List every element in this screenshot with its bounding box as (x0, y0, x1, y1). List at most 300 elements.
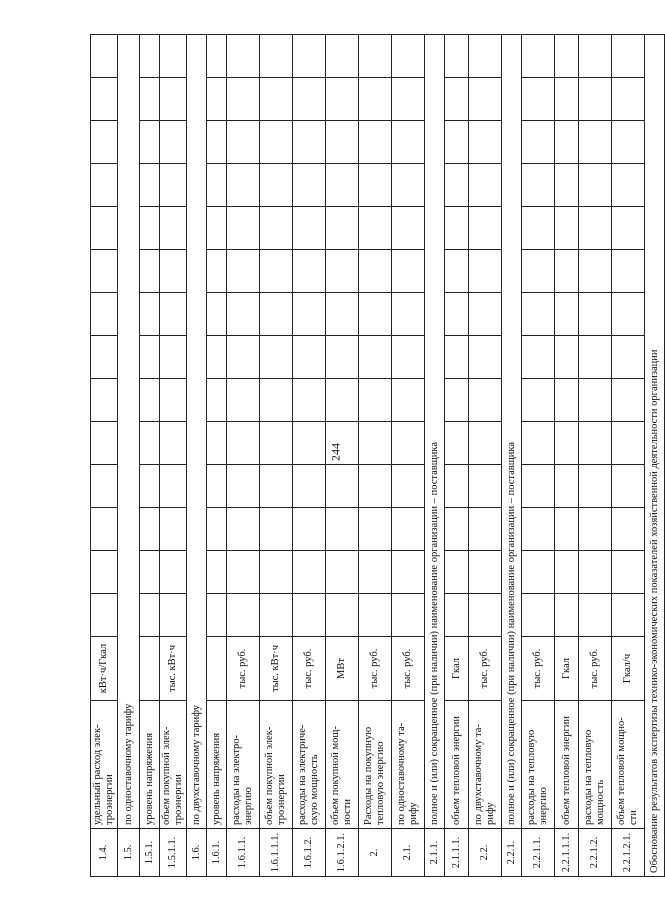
value-cell (579, 121, 612, 164)
value-cell (392, 78, 425, 121)
value-cell (207, 336, 227, 379)
value-cell (392, 207, 425, 250)
value-cell (260, 508, 293, 551)
value-cell (293, 78, 326, 121)
value-cell (140, 465, 160, 508)
value-cell (522, 336, 555, 379)
table-row (227, 35, 260, 877)
value-cell (140, 594, 160, 637)
value-cell (260, 594, 293, 637)
rotated-table-container (90, 59, 660, 877)
value-cell (227, 508, 260, 551)
value-cell (392, 465, 425, 508)
indicator-name: расходы на электро- энергию (227, 701, 260, 829)
value-cell (227, 207, 260, 250)
value-cell (612, 465, 645, 508)
value-cell (140, 207, 160, 250)
value-cell (359, 508, 392, 551)
value-cell (612, 594, 645, 637)
value-cell (612, 379, 645, 422)
value-cell (469, 121, 502, 164)
value-cell (445, 422, 469, 465)
value-cell (522, 508, 555, 551)
value-cell (91, 78, 118, 121)
value-cell (160, 207, 187, 250)
value-cell (207, 422, 227, 465)
indicator-name: объем тепловой энергии (555, 701, 579, 829)
value-cell (392, 336, 425, 379)
value-cell (612, 551, 645, 594)
value-cell (293, 250, 326, 293)
value-cell (293, 594, 326, 637)
value-cell (612, 35, 645, 78)
unit-of-measure: МВт (326, 637, 359, 701)
page-number: 244 (328, 443, 343, 461)
value-cell (91, 465, 118, 508)
value-cell (392, 121, 425, 164)
value-cell (579, 78, 612, 121)
value-cell (445, 207, 469, 250)
full-width-row-text: Обоснование результатов экспертизы технико-экономических показателей хозяйственной деятельности организации (645, 35, 665, 877)
value-cell (555, 121, 579, 164)
value-cell (227, 551, 260, 594)
value-cell (555, 422, 579, 465)
value-cell (207, 207, 227, 250)
value-cell (522, 121, 555, 164)
table-row (118, 35, 140, 877)
unit-of-measure: тыс. руб. (359, 637, 392, 701)
value-cell (326, 379, 359, 422)
value-cell (522, 551, 555, 594)
value-cell (469, 465, 502, 508)
value-cell (260, 250, 293, 293)
value-cell (140, 121, 160, 164)
value-cell (140, 293, 160, 336)
value-cell (392, 250, 425, 293)
value-cell (293, 336, 326, 379)
value-cell (359, 551, 392, 594)
value-cell (522, 250, 555, 293)
value-cell (359, 422, 392, 465)
value-cell (160, 379, 187, 422)
value-cell (469, 78, 502, 121)
value-cell (612, 250, 645, 293)
section-heading: полное и (или) сокращенное (при наличии) наименование организации – поставщика (502, 35, 522, 829)
value-cell (160, 164, 187, 207)
value-cell (260, 207, 293, 250)
table-row (645, 35, 665, 877)
value-cell (160, 250, 187, 293)
value-cell (140, 164, 160, 207)
unit-of-measure: тыс. кВт·ч (260, 637, 293, 701)
table-row (522, 35, 555, 877)
table-row (91, 35, 118, 877)
table-row (502, 35, 522, 877)
unit-of-measure: тыс. руб. (579, 637, 612, 701)
value-cell (91, 35, 118, 78)
indicator-name: уровень напряжения (140, 701, 160, 829)
value-cell (260, 35, 293, 78)
value-cell (555, 293, 579, 336)
table-row (207, 35, 227, 877)
value-cell (91, 207, 118, 250)
value-cell (445, 250, 469, 293)
value-cell (160, 551, 187, 594)
value-cell (522, 594, 555, 637)
value-cell (522, 422, 555, 465)
unit-of-measure: тыс. руб. (293, 637, 326, 701)
value-cell (612, 422, 645, 465)
indicator-name: объем покупной элек- троэнергии (160, 701, 187, 829)
row-number: 1.4. (91, 829, 118, 877)
value-cell (359, 164, 392, 207)
indicator-name: по одноставочному та- рифу (392, 701, 425, 829)
table-row (445, 35, 469, 877)
value-cell (227, 293, 260, 336)
indicator-name: удельный расход элек- троэнергии (91, 701, 118, 829)
value-cell (359, 35, 392, 78)
value-cell (293, 422, 326, 465)
value-cell (392, 379, 425, 422)
value-cell (555, 336, 579, 379)
value-cell (445, 465, 469, 508)
table-row (160, 35, 187, 877)
value-cell (469, 207, 502, 250)
value-cell (469, 164, 502, 207)
table-row (326, 35, 359, 877)
indicator-name: объем покупной мощ- ности (326, 701, 359, 829)
value-cell (579, 551, 612, 594)
value-cell (326, 551, 359, 594)
indicator-name: объем тепловой энергии (445, 701, 469, 829)
table-row (187, 35, 207, 877)
value-cell (612, 508, 645, 551)
value-cell (227, 35, 260, 78)
value-cell (227, 336, 260, 379)
value-cell (140, 508, 160, 551)
table-row (555, 35, 579, 877)
value-cell (160, 508, 187, 551)
value-cell (359, 78, 392, 121)
row-number: 1.6.1.1. (227, 829, 260, 877)
value-cell (555, 379, 579, 422)
value-cell (160, 121, 187, 164)
row-number: 2.2.1.2.1. (612, 829, 645, 877)
value-cell (207, 379, 227, 422)
value-cell (469, 508, 502, 551)
unit-of-measure: Гкал (445, 637, 469, 701)
row-number: 1.6.1.1.1. (260, 829, 293, 877)
value-cell (555, 207, 579, 250)
unit-of-measure (207, 637, 227, 701)
value-cell (326, 293, 359, 336)
value-cell (359, 379, 392, 422)
value-cell (207, 121, 227, 164)
value-cell (207, 594, 227, 637)
value-cell (392, 293, 425, 336)
value-cell (260, 293, 293, 336)
value-cell (392, 551, 425, 594)
indicator-name: расходы на электриче- скую мощность (293, 701, 326, 829)
value-cell (227, 250, 260, 293)
value-cell (359, 465, 392, 508)
value-cell (392, 594, 425, 637)
value-cell (445, 379, 469, 422)
value-cell (207, 35, 227, 78)
value-cell (260, 78, 293, 121)
value-cell (469, 250, 502, 293)
indicator-name: расходы на тепловую мощность (579, 701, 612, 829)
value-cell (579, 379, 612, 422)
value-cell (445, 594, 469, 637)
unit-of-measure: кВт·ч/Гкал (91, 637, 118, 701)
section-heading: по одноставочному тарифу (118, 35, 140, 829)
value-cell (326, 164, 359, 207)
value-cell (579, 336, 612, 379)
indicator-name: объем тепловой мощно- сти (612, 701, 645, 829)
value-cell (612, 293, 645, 336)
value-cell (91, 551, 118, 594)
table-row (140, 35, 160, 877)
value-cell (445, 78, 469, 121)
value-cell (445, 551, 469, 594)
value-cell (522, 465, 555, 508)
table-row (359, 35, 392, 877)
value-cell (260, 164, 293, 207)
value-cell (445, 35, 469, 78)
value-cell (227, 422, 260, 465)
table-row (392, 35, 425, 877)
value-cell (612, 78, 645, 121)
value-cell (326, 422, 359, 465)
value-cell (260, 121, 293, 164)
value-cell (555, 78, 579, 121)
value-cell (392, 422, 425, 465)
value-cell (260, 379, 293, 422)
value-cell (207, 508, 227, 551)
value-cell (579, 594, 612, 637)
value-cell (227, 164, 260, 207)
row-number: 1.5. (118, 829, 140, 877)
value-cell (522, 379, 555, 422)
value-cell (160, 422, 187, 465)
value-cell (91, 121, 118, 164)
value-cell (555, 164, 579, 207)
value-cell (326, 594, 359, 637)
value-cell (260, 422, 293, 465)
value-cell (359, 250, 392, 293)
value-cell (445, 508, 469, 551)
value-cell (612, 336, 645, 379)
indicators-table (90, 34, 665, 877)
value-cell (91, 508, 118, 551)
value-cell (579, 422, 612, 465)
value-cell (227, 594, 260, 637)
value-cell (555, 508, 579, 551)
value-cell (445, 164, 469, 207)
value-cell (140, 78, 160, 121)
unit-of-measure: тыс. руб. (522, 637, 555, 701)
row-number: 1.6. (187, 829, 207, 877)
value-cell (91, 164, 118, 207)
value-cell (469, 293, 502, 336)
value-cell (469, 551, 502, 594)
value-cell (445, 293, 469, 336)
value-cell (140, 379, 160, 422)
value-cell (392, 164, 425, 207)
value-cell (260, 465, 293, 508)
row-number: 1.5.1.1. (160, 829, 187, 877)
indicator-name: по двухставочному та- рифу (469, 701, 502, 829)
row-number: 1.6.1.2. (293, 829, 326, 877)
indicator-name: объем покупной элек- троэнергии (260, 701, 293, 829)
value-cell (359, 594, 392, 637)
value-cell (469, 422, 502, 465)
value-cell (91, 422, 118, 465)
value-cell (293, 35, 326, 78)
value-cell (227, 465, 260, 508)
unit-of-measure: Гкал (555, 637, 579, 701)
value-cell (522, 207, 555, 250)
unit-of-measure: тыс. руб. (469, 637, 502, 701)
value-cell (160, 293, 187, 336)
value-cell (91, 594, 118, 637)
section-heading: по двухставочному тарифу (187, 35, 207, 829)
section-heading: полное и (или) сокращенное (при наличии) наименование организации – поставщика (425, 35, 445, 829)
table-row (612, 35, 645, 877)
value-cell (160, 594, 187, 637)
value-cell (293, 508, 326, 551)
value-cell (326, 121, 359, 164)
value-cell (160, 78, 187, 121)
value-cell (392, 35, 425, 78)
value-cell (579, 508, 612, 551)
value-cell (91, 293, 118, 336)
table-row (469, 35, 502, 877)
table-row (293, 35, 326, 877)
value-cell (555, 465, 579, 508)
value-cell (359, 207, 392, 250)
value-cell (91, 250, 118, 293)
row-number: 1.6.1.2.1. (326, 829, 359, 877)
value-cell (579, 250, 612, 293)
row-number: 1.6.1. (207, 829, 227, 877)
value-cell (140, 422, 160, 465)
unit-of-measure (140, 637, 160, 701)
unit-of-measure: тыс. кВт·ч (160, 637, 187, 701)
value-cell (140, 35, 160, 78)
value-cell (326, 465, 359, 508)
row-number: 2.2.1.1. (522, 829, 555, 877)
row-number: 2.2. (469, 829, 502, 877)
value-cell (91, 379, 118, 422)
row-number: 2.1.1.1. (445, 829, 469, 877)
value-cell (140, 551, 160, 594)
value-cell (579, 465, 612, 508)
value-cell (326, 250, 359, 293)
value-cell (227, 78, 260, 121)
value-cell (579, 164, 612, 207)
table-row (425, 35, 445, 877)
value-cell (91, 336, 118, 379)
value-cell (469, 594, 502, 637)
unit-of-measure: тыс. руб. (392, 637, 425, 701)
value-cell (469, 379, 502, 422)
value-cell (293, 293, 326, 336)
table-row (579, 35, 612, 877)
value-cell (326, 35, 359, 78)
indicator-name: расходы на тепловую энергию (522, 701, 555, 829)
value-cell (445, 121, 469, 164)
value-cell (522, 164, 555, 207)
value-cell (207, 250, 227, 293)
value-cell (160, 465, 187, 508)
value-cell (260, 336, 293, 379)
value-cell (326, 207, 359, 250)
value-cell (522, 35, 555, 78)
value-cell (227, 379, 260, 422)
value-cell (555, 35, 579, 78)
value-cell (612, 164, 645, 207)
value-cell (555, 594, 579, 637)
value-cell (293, 465, 326, 508)
value-cell (207, 164, 227, 207)
value-cell (392, 508, 425, 551)
row-number: 2.2.1. (502, 829, 522, 877)
value-cell (469, 35, 502, 78)
value-cell (612, 207, 645, 250)
value-cell (469, 336, 502, 379)
value-cell (579, 35, 612, 78)
value-cell (207, 465, 227, 508)
value-cell (227, 121, 260, 164)
row-number: 2.2.1.1.1. (555, 829, 579, 877)
indicator-name: уровень напряжения (207, 701, 227, 829)
value-cell (140, 250, 160, 293)
unit-of-measure: тыс. руб. (227, 637, 260, 701)
value-cell (293, 164, 326, 207)
value-cell (555, 250, 579, 293)
value-cell (445, 336, 469, 379)
row-number: 1.5.1. (140, 829, 160, 877)
value-cell (326, 336, 359, 379)
value-cell (612, 121, 645, 164)
value-cell (207, 551, 227, 594)
unit-of-measure: Гкал/ч (612, 637, 645, 701)
value-cell (359, 293, 392, 336)
value-cell (207, 78, 227, 121)
row-number: 2.1.1. (425, 829, 445, 877)
value-cell (359, 121, 392, 164)
value-cell (160, 35, 187, 78)
row-number: 2.2.1.2. (579, 829, 612, 877)
value-cell (293, 207, 326, 250)
value-cell (326, 78, 359, 121)
value-cell (555, 551, 579, 594)
value-cell (293, 551, 326, 594)
table-row (260, 35, 293, 877)
value-cell (522, 78, 555, 121)
value-cell (293, 121, 326, 164)
value-cell (579, 207, 612, 250)
indicator-name: Расходы на покупную тепловую энергию (359, 701, 392, 829)
value-cell (293, 379, 326, 422)
value-cell (207, 293, 227, 336)
value-cell (160, 336, 187, 379)
value-cell (140, 336, 160, 379)
value-cell (260, 551, 293, 594)
row-number: 2. (359, 829, 392, 877)
